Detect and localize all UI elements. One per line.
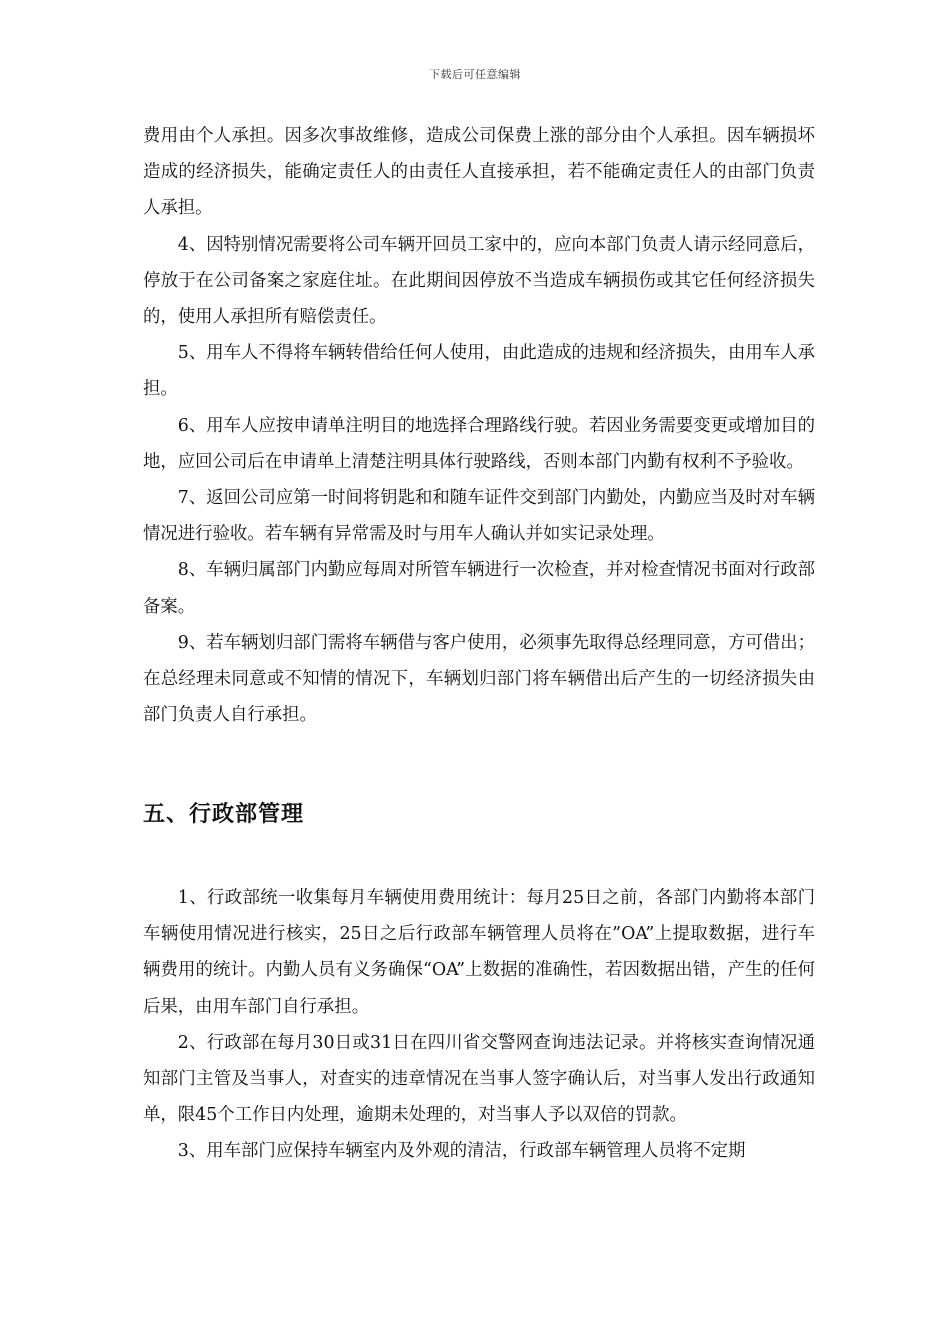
- paragraph-item-1: 1、行政部统一收集每月车辆使用费用统计：每月25日之前，各部门内勤将本部门车辆使用情况进行核实，25日之后行政部车辆管理人员将在”OA”上提取数据，进行车辆费用的统计。内勤人员有义务确保“OA”上数据的准确性，若因数据出错，产生的任何后果，由用车部门自行承担。: [143, 888, 815, 1017]
- section-a-body: [143, 118, 815, 733]
- section-heading: 五、行政部管理: [143, 801, 305, 827]
- paragraph-item-5: 5、用车人不得将车辆转借给任何人使用，由此造成的违规和经济损失，由用车人承担。: [143, 343, 815, 400]
- page-header: 下载后可任意编辑: [429, 68, 521, 81]
- paragraph-item-4: 4、因特别情况需要将公司车辆开回员工家中的，应向本部门负责人请示经同意后，停放于在公司备案之家庭住址。在此期间因停放不当造成车辆损伤或其它任何经济损失的，使用人承担所有赔偿责任。: [143, 234, 815, 328]
- section-b-body: [143, 880, 815, 1170]
- paragraph-item-7: 7、返回公司应第一时间将钥匙和和随车证件交到部门内勤处，内勤应当及时对车辆情况进行验收。若车辆有异常需及时与用车人确认并如实记录处理。: [143, 488, 815, 545]
- paragraph-item-6: 6、用车人应按申请单注明目的地选择合理路线行驶。若因业务需要变更或增加目的地，应回公司后在申请单上清楚注明具体行驶路线，否则本部门内勤有权利不予验收。: [143, 415, 815, 472]
- paragraph-continuation: 费用由个人承担。因多次事故维修，造成公司保费上涨的部分由个人承担。因车辆损坏造成的经济损失，能确定责任人的由责任人直接承担，若不能确定责任人的由部门负责人承担。: [143, 126, 815, 219]
- paragraph-item-9: 9、若车辆划归部门需将车辆借与客户使用，必须事先取得总经理同意，方可借出；在总经理未同意或不知情的情况下，车辆划归部门将车辆借出后产生的一切经济损失由部门负责人自行承担。: [143, 632, 815, 726]
- paragraph-item-3: 3、用车部门应保持车辆室内及外观的清洁，行政部车辆管理人员将不定期: [177, 1141, 746, 1162]
- paragraph-item-2: 2、行政部在每月30日或31日在四川省交警网查询违法记录。并将核实查询情况通知部门主管及当事人，对查实的违章情况在当事人签字确认后，对当事人发出行政通知单，限45个工作日内处理，逾期未处理的，对当事人予以双倍的罚款。: [143, 1032, 815, 1126]
- paragraph-item-8: 8、车辆归属部门内勤应每周对所管车辆进行一次检查，并对检查情况书面对行政部备案。: [143, 560, 815, 617]
